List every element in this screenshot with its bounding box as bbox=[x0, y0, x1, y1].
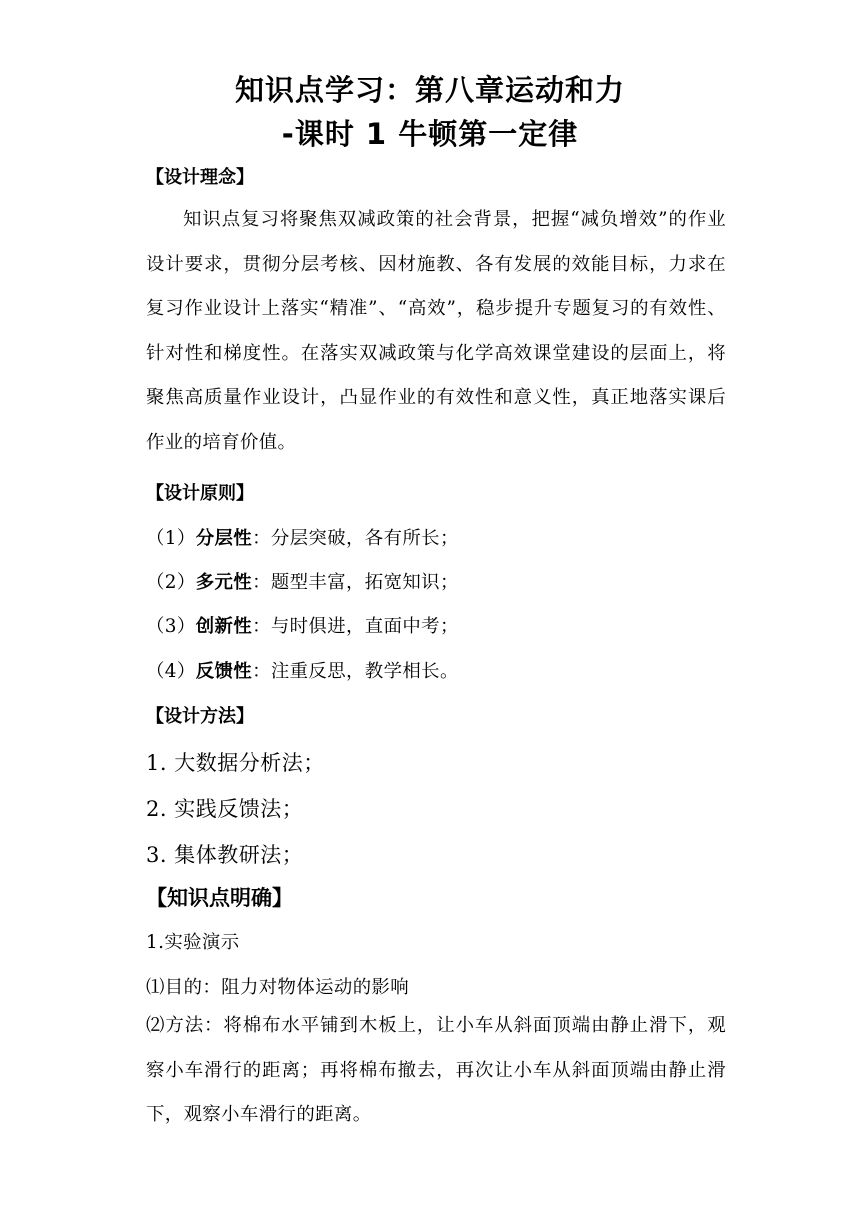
principle-number: （2） bbox=[146, 572, 196, 593]
principle-number: （1） bbox=[146, 528, 196, 549]
section-heading-principles: 【设计原则】 bbox=[146, 483, 254, 504]
knowledge-method: ⑵方法：将棉布水平铺到木板上，让小车从斜面顶端由静止滑下，观察小车滑行的距离；再将棉布撤去，再次让小车从斜面顶端由静止滑下，观察小车滑行的距离。 bbox=[146, 1015, 726, 1125]
principle-description: ：分层突破，各有所长； bbox=[252, 528, 459, 549]
principle-number: （3） bbox=[146, 616, 196, 637]
principle-description: ：与时俱进，直面中考； bbox=[252, 616, 459, 637]
concept-paragraph: 知识点复习将聚焦双减政策的社会背景，把握“减负增效”的作业设计要求，贯彻分层考核、因材施教、各有发展的效能目标，力求在复习作业设计上落实“精准”、“高效”，稳步提升专题复习的有效性、针对性和梯度性。在落实双减政策与化学高效课堂建设的层面上，将聚焦高质量作业设计，凸显作业的有效性和意义性，真正地落实课后作业的培育价值。 bbox=[146, 209, 726, 453]
principle-item bbox=[146, 614, 459, 640]
knowledge-subheading: 1.实验演示 bbox=[146, 932, 240, 953]
principle-item bbox=[146, 526, 459, 552]
principle-number: （4） bbox=[146, 661, 196, 682]
principle-term: 反馈性 bbox=[195, 661, 253, 682]
document-title: 知识点学习：第八章运动和力 bbox=[234, 73, 625, 107]
principle-term: 创新性 bbox=[195, 616, 253, 637]
section-heading-concept: 【设计理念】 bbox=[146, 167, 254, 188]
method-item: 1. 大数据分析法； bbox=[146, 751, 325, 775]
principle-description: ：注重反思，教学相长。 bbox=[252, 661, 459, 682]
knowledge-purpose: ⑴目的：阻力对物体运动的影响 bbox=[146, 977, 410, 998]
principle-item bbox=[146, 659, 459, 685]
principle-description: ：题型丰富，拓宽知识； bbox=[252, 572, 459, 593]
principle-term: 分层性 bbox=[195, 528, 253, 549]
method-item: 2. 实践反馈法； bbox=[146, 797, 304, 821]
principle-term: 多元性 bbox=[195, 572, 253, 593]
method-item: 3. 集体教研法； bbox=[146, 843, 304, 867]
section-heading-knowledge: 【知识点明确】 bbox=[146, 886, 293, 910]
section-heading-methods: 【设计方法】 bbox=[146, 706, 254, 727]
principle-item bbox=[146, 570, 459, 596]
document-subtitle: -课时 1 牛顿第一定律 bbox=[281, 117, 579, 151]
